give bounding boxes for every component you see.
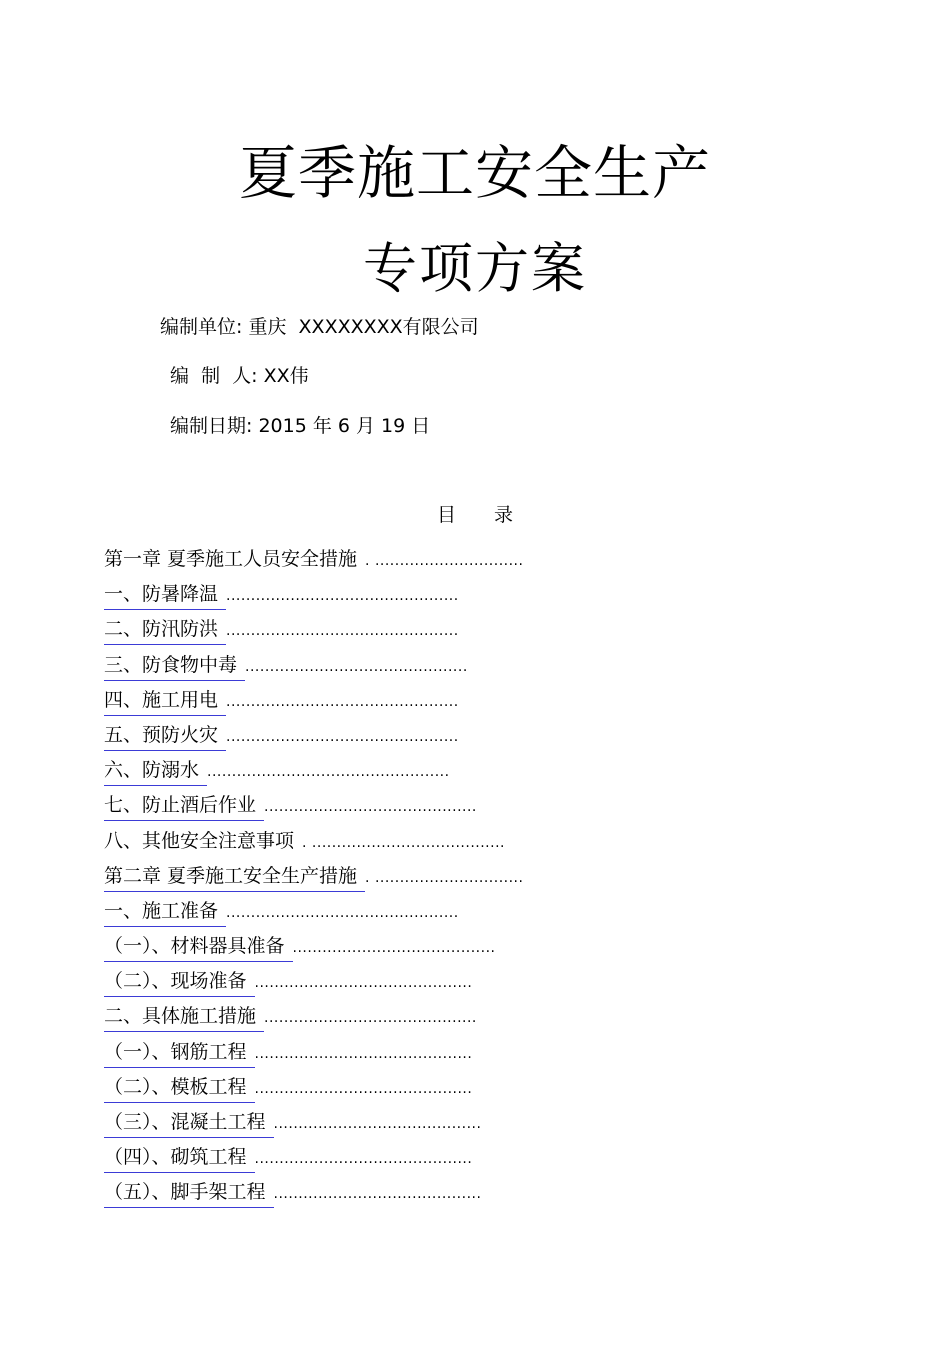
toc-entry-leader: ............................................... bbox=[226, 693, 459, 710]
toc-entry-leader: ............................................... bbox=[226, 623, 459, 640]
toc-entry[interactable] bbox=[104, 1001, 704, 1036]
toc-entry-leader: . .............................. bbox=[365, 553, 524, 569]
toc-entry-leader: . ....................................... bbox=[302, 834, 505, 851]
toc-entry-label[interactable]: （二）、现场准备 bbox=[104, 966, 255, 997]
toc-entry-leader: ............................................ bbox=[254, 1045, 473, 1062]
toc-entry[interactable] bbox=[104, 650, 704, 685]
toc-entry-label[interactable]: 七、防止酒后作业 bbox=[104, 790, 264, 821]
toc-entry-leader: .......................................... bbox=[273, 1186, 482, 1203]
toc-entry[interactable] bbox=[104, 1142, 704, 1177]
toc-heading bbox=[0, 500, 950, 527]
toc-entry[interactable] bbox=[104, 755, 704, 790]
toc-entry-label[interactable]: （五）、脚手架工程 bbox=[104, 1177, 274, 1208]
toc-entry[interactable] bbox=[104, 966, 704, 1001]
toc-entry-label[interactable]: 六、防溺水 bbox=[104, 755, 207, 786]
table-of-contents bbox=[104, 544, 704, 1213]
toc-entry-label[interactable]: 五、预防火灾 bbox=[104, 720, 226, 751]
toc-entry[interactable] bbox=[104, 685, 704, 720]
toc-entry[interactable] bbox=[104, 1107, 704, 1142]
toc-entry-leader: ............................................... bbox=[226, 588, 459, 605]
toc-entry[interactable] bbox=[104, 861, 704, 896]
toc-entry-leader: ............................................ bbox=[254, 975, 473, 992]
toc-entry-label[interactable]: 二、具体施工措施 bbox=[104, 1001, 264, 1032]
toc-entry-leader: .......................................... bbox=[273, 1116, 482, 1132]
toc-entry[interactable] bbox=[104, 931, 704, 966]
toc-entry-leader: ......................................... bbox=[292, 940, 496, 957]
toc-entry-leader: ................................................. bbox=[207, 764, 450, 781]
toc-entry[interactable] bbox=[104, 896, 704, 931]
toc-entry-leader: ............................................... bbox=[226, 728, 459, 745]
toc-entry-label[interactable]: 四、施工用电 bbox=[104, 685, 226, 716]
unit-value: 重庆 XXXXXXXX有限公司 bbox=[248, 316, 479, 338]
document-subtitle: 专项方案 bbox=[363, 237, 587, 300]
toc-entry-leader: ............................................. bbox=[245, 658, 468, 675]
toc-entry-label[interactable]: 三、防食物中毒 bbox=[104, 650, 245, 681]
toc-entry-leader: ............................................ bbox=[254, 1151, 473, 1168]
toc-entry[interactable] bbox=[104, 790, 704, 825]
toc-entry-label[interactable]: 一、施工准备 bbox=[104, 896, 226, 927]
toc-entry[interactable] bbox=[104, 1177, 704, 1212]
date-label: 编制日期: bbox=[170, 415, 253, 437]
toc-entry[interactable] bbox=[104, 614, 704, 649]
toc-entry[interactable] bbox=[104, 1037, 704, 1072]
toc-entry-label: 八、其他安全注意事项 bbox=[104, 829, 295, 852]
toc-entry[interactable] bbox=[104, 1072, 704, 1107]
date-line bbox=[170, 413, 430, 439]
toc-entry-leader: ........................................... bbox=[264, 799, 477, 816]
unit-label: 编制单位: bbox=[160, 316, 243, 338]
toc-entry-label[interactable]: （三）、混凝土工程 bbox=[104, 1107, 274, 1138]
date-value: 2015 年 6 月 19 日 bbox=[258, 415, 431, 437]
toc-entry-leader: ............................................... bbox=[226, 904, 459, 921]
toc-entry-label[interactable]: （四）、砌筑工程 bbox=[104, 1142, 255, 1173]
unit-line bbox=[160, 314, 479, 340]
author-value: XX伟 bbox=[263, 365, 309, 387]
toc-entry-leader: ........................................... bbox=[264, 1010, 477, 1027]
toc-entry[interactable] bbox=[104, 579, 704, 614]
toc-entry-label[interactable]: （一）、钢筋工程 bbox=[104, 1037, 255, 1068]
toc-entry-label[interactable]: 第二章 夏季施工安全生产措施 bbox=[104, 861, 365, 892]
toc-entry-leader: ............................................ bbox=[254, 1080, 473, 1097]
toc-entry-label[interactable]: （二）、模板工程 bbox=[104, 1072, 255, 1103]
toc-entry[interactable] bbox=[104, 720, 704, 755]
toc-entry-label[interactable]: 二、防汛防洪 bbox=[104, 614, 226, 645]
author-label: 编 制 人: bbox=[170, 365, 258, 387]
toc-entry bbox=[104, 544, 704, 579]
toc-heading-part2: 录 bbox=[494, 504, 514, 526]
toc-entry-label[interactable]: （一）、材料器具准备 bbox=[104, 931, 293, 962]
author-line bbox=[170, 363, 309, 389]
toc-heading-part1: 目 bbox=[436, 504, 456, 526]
toc-entry-label: 第一章 夏季施工人员安全措施 bbox=[104, 548, 358, 570]
toc-entry bbox=[104, 826, 704, 861]
document-title: 夏季施工安全生产 bbox=[238, 139, 711, 207]
toc-entry-leader: . .............................. bbox=[365, 869, 524, 886]
toc-entry-label[interactable]: 一、防暑降温 bbox=[104, 579, 226, 610]
